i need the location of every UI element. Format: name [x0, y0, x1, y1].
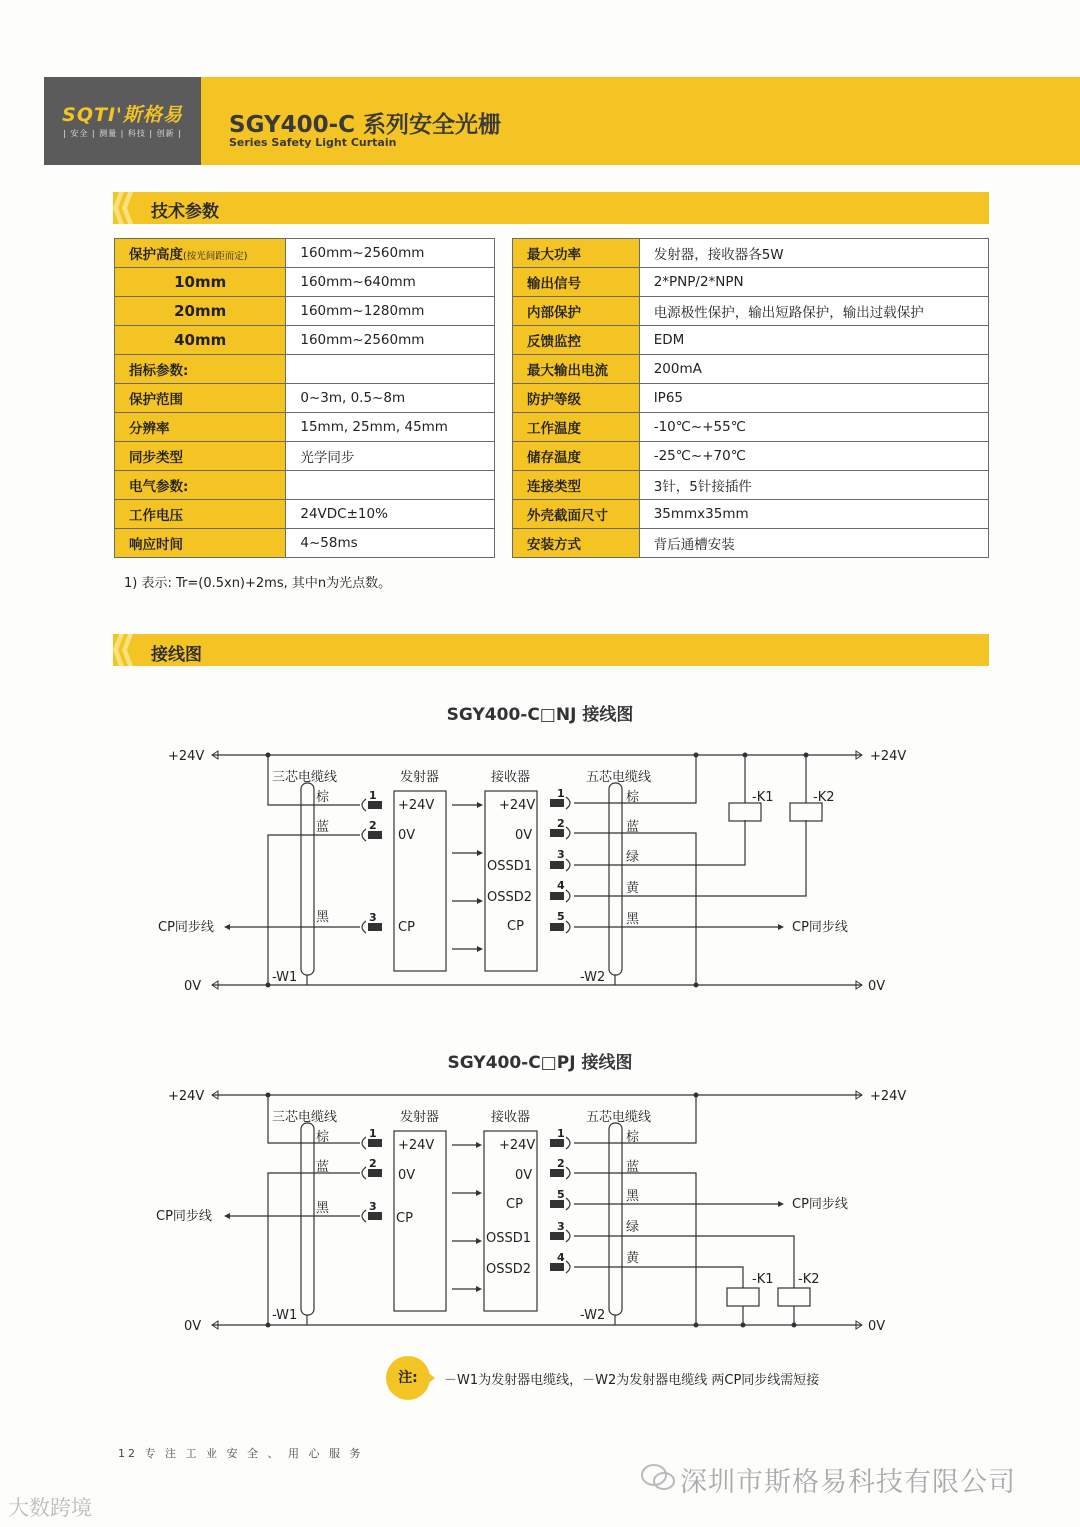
page-footer: 12 专 注 工 业 安 全 、 用 心 服 务: [118, 1447, 364, 1460]
spec-value: 160mm~2560mm: [286, 326, 495, 355]
label-cable3: 三芯电缆线: [272, 1110, 338, 1125]
pin-0v: 0V: [515, 828, 533, 843]
table-row: [115, 326, 495, 355]
spec-key: 反馈监控: [513, 326, 640, 355]
page-subtitle: Series Safety Light Curtain: [229, 136, 397, 149]
label-k2: -K2: [798, 1272, 820, 1287]
spec-key: 指标参数:: [115, 355, 286, 384]
label-24v: +24V: [870, 749, 907, 764]
label-k1: -K1: [752, 790, 774, 805]
label-cp-sync: CP同步线: [792, 920, 848, 935]
table-row: [513, 500, 989, 529]
label-cable5: 五芯电缆线: [586, 770, 652, 785]
spec-key: 同步类型: [115, 442, 286, 471]
table-row: [513, 355, 989, 384]
table-row: [513, 384, 989, 413]
pin-ossd2: OSSD2: [486, 1262, 532, 1277]
spec-key: 电气参数:: [115, 471, 286, 500]
spec-value: IP65: [639, 384, 988, 413]
pin-cp: CP: [398, 920, 415, 935]
section-title-wiring: 接线图: [151, 645, 202, 665]
spec-value: 光学同步: [286, 442, 495, 471]
pin-24v: +24V: [499, 798, 536, 813]
label-green: 绿: [626, 1220, 640, 1235]
spec-value: 15mm, 25mm, 45mm: [286, 413, 495, 442]
spec-key: 安装方式: [513, 529, 640, 558]
spec-value: 160mm~2560mm: [286, 239, 495, 268]
pin-number: 1: [369, 1127, 377, 1140]
pin-24v: +24V: [398, 798, 435, 813]
pin-number: 2: [557, 817, 565, 830]
label-cp-sync: CP同步线: [158, 920, 214, 935]
table-row: [115, 442, 495, 471]
label-black: 黑: [316, 1201, 330, 1216]
company-name: 深圳市斯格易科技有限公司: [680, 1467, 1016, 1498]
label-w1: -W1: [272, 970, 298, 985]
spec-key: 外壳截面尺寸: [513, 500, 640, 529]
spec-value: 200mA: [639, 355, 988, 384]
label-0v: 0V: [184, 979, 202, 994]
wiring-diagram-nj: [0, 735, 1080, 1005]
section-bar-wiring: [113, 634, 989, 666]
pin-ossd1: OSSD1: [486, 1231, 532, 1246]
pin-number: 1: [369, 789, 377, 802]
spec-value: EDM: [639, 326, 988, 355]
table-row: [115, 500, 495, 529]
pin-0v: 0V: [515, 1168, 533, 1183]
diagram-title-pj: SGY400-C□PJ 接线图: [447, 1053, 633, 1073]
spec-value: 160mm~640mm: [286, 268, 495, 297]
spec-key: 10mm: [115, 268, 286, 297]
label-cp-sync: CP同步线: [156, 1209, 212, 1224]
table-row: [513, 471, 989, 500]
label-0v: 0V: [868, 979, 886, 994]
table-row: [115, 529, 495, 558]
spec-key: 工作电压: [115, 500, 286, 529]
table-row: [513, 297, 989, 326]
pin-number: 1: [557, 1127, 565, 1140]
label-brown: 棕: [316, 1130, 330, 1145]
label-cable5: 五芯电缆线: [586, 1110, 652, 1125]
spec-key: 最大输出电流: [513, 355, 640, 384]
pin-number: 2: [369, 1157, 377, 1170]
spec-key: 内部保护: [513, 297, 640, 326]
spec-key: 分辨率: [115, 413, 286, 442]
pin-number: 5: [557, 1188, 565, 1201]
spec-key: 40mm: [115, 326, 286, 355]
pin-number: 5: [557, 910, 565, 923]
spec-key: 20mm: [115, 297, 286, 326]
spec-key: 响应时间: [115, 529, 286, 558]
label-0v: 0V: [868, 1319, 886, 1334]
label-cp-sync: CP同步线: [792, 1197, 848, 1212]
spec-value: 160mm~1280mm: [286, 297, 495, 326]
note-text: －W1为发射器电缆线，－W2为发射器电缆线 两CP同步线需短接: [444, 1373, 820, 1388]
spec-value: -25℃~+70℃: [639, 442, 988, 471]
label-receiver: 接收器: [491, 770, 531, 785]
table-row: [115, 355, 495, 384]
label-green: 绿: [626, 850, 640, 865]
pin-24v: +24V: [499, 1138, 536, 1153]
spec-value: 24VDC±10%: [286, 500, 495, 529]
pin-number: 1: [557, 787, 565, 800]
pin-number: 4: [557, 1251, 565, 1264]
label-black: 黑: [626, 912, 640, 927]
pin-number: 2: [369, 819, 377, 832]
pin-cp: CP: [396, 1211, 413, 1226]
label-24v: +24V: [870, 1089, 907, 1104]
logo: SQTI'斯格易: [62, 104, 183, 126]
spec-value: [286, 355, 495, 384]
spec-key: 保护高度(按光间距而定): [115, 239, 286, 268]
label-24v: +24V: [168, 1089, 205, 1104]
spec-value: -10℃~+55℃: [639, 413, 988, 442]
logo-tagline: | 安全 | 测量 | 科技 | 创新 |: [63, 129, 182, 138]
pin-0v: 0V: [398, 1168, 416, 1183]
label-blue: 蓝: [626, 1160, 640, 1175]
label-w2: -W2: [580, 970, 606, 985]
spec-value: 3针，5针接插件: [639, 471, 988, 500]
note-pointer-icon: [426, 1371, 435, 1385]
pin-number: 2: [557, 1157, 565, 1170]
label-blue: 蓝: [316, 820, 330, 835]
label-brown: 棕: [626, 1130, 640, 1145]
section-stripes-icon: [113, 634, 143, 666]
watermark: 大数跨境: [8, 1496, 92, 1520]
label-yellow: 黄: [626, 881, 640, 896]
wechat-icon: [640, 1462, 676, 1492]
table-row: [513, 326, 989, 355]
wiring-diagram-pj: [0, 1075, 1080, 1345]
table-row: [115, 239, 495, 268]
section-bar-specs: [113, 192, 989, 224]
label-black: 黑: [626, 1189, 640, 1204]
spec-value: 电源极性保护，输出短路保护，输出过载保护: [639, 297, 988, 326]
table-row: [513, 413, 989, 442]
table-row: [513, 442, 989, 471]
spec-key: 最大功率: [513, 239, 640, 268]
label-emitter: 发射器: [400, 1110, 440, 1125]
label-brown: 棕: [626, 790, 640, 805]
label-24v: +24V: [168, 749, 205, 764]
page-title: SGY400-C 系列安全光栅: [229, 112, 502, 138]
section-stripes-icon: [113, 192, 143, 224]
note-badge: 注:: [386, 1356, 430, 1400]
pin-number: 3: [557, 1220, 565, 1233]
label-emitter: 发射器: [400, 770, 440, 785]
spec-key: 保护范围: [115, 384, 286, 413]
spec-footnote: 1) 表示: Tr=(0.5xn)+2ms, 其中n为光点数。: [124, 576, 392, 591]
spec-key: 输出信号: [513, 268, 640, 297]
spec-key: 储存温度: [513, 442, 640, 471]
table-row: [513, 529, 989, 558]
label-w2: -W2: [580, 1308, 606, 1323]
pin-cp: CP: [507, 919, 524, 934]
table-row: [115, 384, 495, 413]
diagram-title-nj: SGY400-C□NJ 接线图: [446, 705, 634, 725]
pin-24v: +24V: [398, 1138, 435, 1153]
pin-ossd1: OSSD1: [487, 859, 533, 874]
spec-value: 35mmx35mm: [639, 500, 988, 529]
label-blue: 蓝: [316, 1160, 330, 1175]
label-black: 黑: [316, 910, 330, 925]
pin-number: 3: [557, 848, 565, 861]
label-yellow: 黄: [626, 1251, 640, 1266]
label-k2: -K2: [813, 790, 835, 805]
spec-value: 0~3m, 0.5~8m: [286, 384, 495, 413]
label-receiver: 接收器: [491, 1110, 531, 1125]
table-row: [513, 268, 989, 297]
pin-number: 4: [557, 879, 565, 892]
table-row: [115, 413, 495, 442]
spec-value: 背后通槽安装: [639, 529, 988, 558]
label-0v: 0V: [184, 1319, 202, 1334]
table-row: [115, 297, 495, 326]
label-cable3: 三芯电缆线: [272, 770, 338, 785]
spec-value: 2*PNP/2*NPN: [639, 268, 988, 297]
spec-value: 发射器，接收器各5W: [639, 239, 988, 268]
section-title-specs: 技术参数: [151, 202, 219, 222]
pin-number: 3: [369, 1200, 377, 1213]
pin-0v: 0V: [398, 828, 416, 843]
spec-value: 4~58ms: [286, 529, 495, 558]
spec-table-right: [512, 238, 989, 558]
spec-key: 连接类型: [513, 471, 640, 500]
label-k1: -K1: [752, 1272, 774, 1287]
pin-number: 3: [369, 911, 377, 924]
spec-table-left: [114, 238, 495, 558]
table-row: [115, 471, 495, 500]
table-row: [115, 268, 495, 297]
pin-ossd2: OSSD2: [487, 890, 533, 905]
label-brown: 棕: [316, 790, 330, 805]
spec-value: [286, 471, 495, 500]
spec-key: 工作温度: [513, 413, 640, 442]
label-blue: 蓝: [626, 820, 640, 835]
pin-cp: CP: [506, 1197, 523, 1212]
label-w1: -W1: [272, 1308, 298, 1323]
table-row: [513, 239, 989, 268]
spec-key: 防护等级: [513, 384, 640, 413]
